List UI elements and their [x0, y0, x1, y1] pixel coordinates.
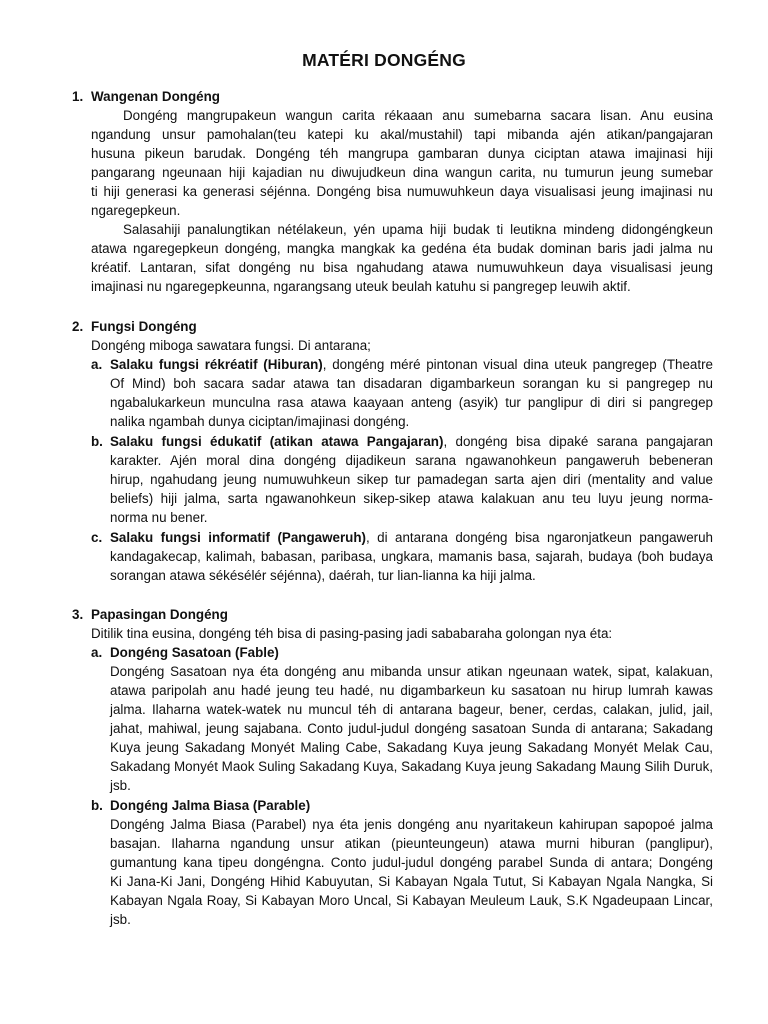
list-item-line: hirup, ngahudang jeung numuwuhkeun sikep tur pamadegan sarta ajen diri (mentality and value	[110, 472, 713, 487]
paragraph-line: pangarang ngeunaan hiji kajadian nu diwujudkeun dina wangun carita, nu tumurun jeung sumebar	[91, 165, 713, 180]
list-item-line: sorangan atawa sékésélér séjénna), daérah, tur lian-lianna ka hiji jalma.	[110, 568, 536, 583]
section-heading: Fungsi Dongéng	[91, 319, 197, 334]
list-marker: a.	[91, 357, 103, 372]
paragraph-line: basajan. Ilaharna ngandung unsur atikan (pieunteungeun) atawa murni hiburan (panglipur),	[110, 836, 713, 851]
list-item-line: ngabalukarkeun munculna rasa atawa kaayaan anteng (asyik) tur panglipur di diri si pangregep	[110, 395, 713, 410]
paragraph-line: ti hiji generasi ka generasi séjénna. Dongéng bisa numuwuhkeun daya visualisasi jeung imajinasi nu	[91, 184, 713, 199]
section-heading: Papasingan Dongéng	[91, 607, 228, 622]
list-marker: a.	[91, 645, 103, 660]
list-item-text: , di antarana dongéng bisa ngaronjatkeun pangaweruh	[365, 530, 713, 545]
paragraph-line: Kabayan Ngala Roay, Si Kabayan Moro Uncal, Si Kabayan Meuleum Lauk, S.K Ngadeupaan Lincar,	[110, 893, 713, 908]
paragraph-line: Dongéng mangrupakeun wangun carita rékaaan anu sumebarna sacara lisan. Anu eusina	[123, 108, 713, 123]
section-number: 2.	[72, 319, 84, 334]
list-marker: b.	[91, 434, 103, 449]
list-item-text: , dongéng bisa dipaké sarana pangajaran	[443, 434, 713, 449]
section-heading: Wangenan Dongéng	[91, 89, 220, 104]
list-item-bold: Salaku fungsi édukatif (atikan atawa Pangajaran)	[110, 434, 444, 449]
paragraph-line: jsb.	[110, 912, 131, 927]
list-item-bold: Salaku fungsi informatif (Pangaweruh)	[110, 530, 366, 545]
list-marker: c.	[91, 530, 103, 545]
paragraph-line: jsb.	[110, 778, 131, 793]
list-item-line: norma nu bener.	[110, 510, 208, 525]
paragraph-line: ngaregepkeun.	[91, 203, 181, 218]
list-marker: b.	[91, 798, 103, 813]
paragraph-line: husuna pikeun barudak. Dongéng téh mangrupa gambaran dunya ciciptan atawa imajinasi hiji	[91, 146, 713, 161]
list-item-bold: Salaku fungsi rékréatif (Hiburan)	[110, 357, 323, 372]
list-item-text: , dongéng méré pintonan visual dina uteuk pangregep (Theatre	[322, 357, 713, 372]
paragraph-line: ngandung unsur pamohalan(teu katepi ku akal/mustahil) tapi mibanda ajén atikan/pangajaran	[91, 127, 713, 142]
page-title: MATÉRI DONGÉNG	[302, 50, 466, 70]
subsection-heading: Dongéng Sasatoan (Fable)	[110, 645, 279, 660]
paragraph-line: Ki Jana-Ki Jani, Dongéng Hihid Kabuyutan, Si Kabayan Ngala Tutut, Si Kabayan Ngala Nangka, Si	[110, 874, 713, 889]
paragraph-line: Kuya jeung Sakadang Monyét Maling Cabe, Sakadang Kuya jeung Sakadang Monyét Melak Cau,	[110, 740, 713, 755]
paragraph-line: atawa paripolah anu hadé jeung teu hadé, nu digambarkeun ku sasatoan nu hirup lumrah kawas	[110, 683, 713, 698]
list-item-line: nalika ngambah dunya ciciptan/imajinasi dongéng.	[110, 414, 410, 429]
paragraph-line: Dongéng Sasatoan nya éta dongéng anu mibanda unsur atikan ngeunaan watek, sipat, kalakuan,	[110, 664, 713, 679]
list-item-line: kandagakecap, kalimah, babasan, paribasa, ungkara, mamanis basa, sajarah, budaya (boh budaya	[110, 549, 713, 564]
paragraph-line: jahat, mahiwal, jeung sajabana. Conto judul-judul dongéng sasatoan Sunda di antarana; Sakadang	[110, 721, 713, 736]
section-intro: Dongéng miboga sawatara fungsi. Di antarana;	[91, 338, 371, 353]
list-item-line: beliefs) hiji jalma, sarta ngawanohkeun sikep-sikep atawa kalakuan anu teu luyu jeung norma-	[110, 491, 713, 506]
paragraph-line: atawa ngaregepkeun dongéng, mangka mangkak ka gedéna éta budak dominan baris jadi jalma nu	[91, 241, 713, 256]
list-item-first-line	[110, 529, 713, 547]
list-item-line: karakter. Ajén moral dina dongéng dijadikeun sarana ngawanohkeun pangaweruh bebeneran	[110, 453, 713, 468]
subsection-heading: Dongéng Jalma Biasa (Parable)	[110, 798, 311, 813]
paragraph-line: gumantung kana tipeu dongéngna. Conto judul-judul dongéng parabel Sunda di antara; Dongéng	[110, 855, 713, 870]
paragraph-line: Salasahiji panalungtikan nétélakeun, yén upama hiji budak ti leutikna mindeng didongéngkeun	[123, 222, 713, 237]
paragraph-line: Sakadang Monyét Maok Suling Sakadang Kuya, Sakadang Kuya jeung Sakadang Maung Silih Duruk,	[110, 759, 713, 774]
paragraph-line: imajinasi nu ngaregepkeunna, ngarangsang uteuk beulah katuhu si pangregep leuwih aktif.	[91, 279, 631, 294]
paragraph-line: kréatif. Lantaran, sifat dongéng nu bisa ngahudang atawa numuwuhkeun daya visualisasi jeung	[91, 260, 713, 275]
paragraph-line: jalma. Ilaharna watek-watek nu muncul téh di antarana bageur, bener, cerdas, calakan, julid, jail,	[110, 702, 713, 717]
section-number: 1.	[72, 89, 84, 104]
paragraph-line: Dongéng Jalma Biasa (Parabel) nya éta jenis dongéng anu nyaritakeun kahirupan sapopoé jalma	[110, 817, 713, 832]
section-number: 3.	[72, 607, 84, 622]
list-item-first-line	[110, 433, 713, 451]
list-item-first-line	[110, 356, 713, 374]
list-item-line: Of Mind) boh sacara sadar atawa tan disadaran digambarkeun sorangan ku si pangregep nu	[110, 376, 713, 391]
section-intro: Ditilik tina eusina, dongéng téh bisa di pasing-pasing jadi sababaraha golongan nya éta:	[91, 626, 613, 641]
